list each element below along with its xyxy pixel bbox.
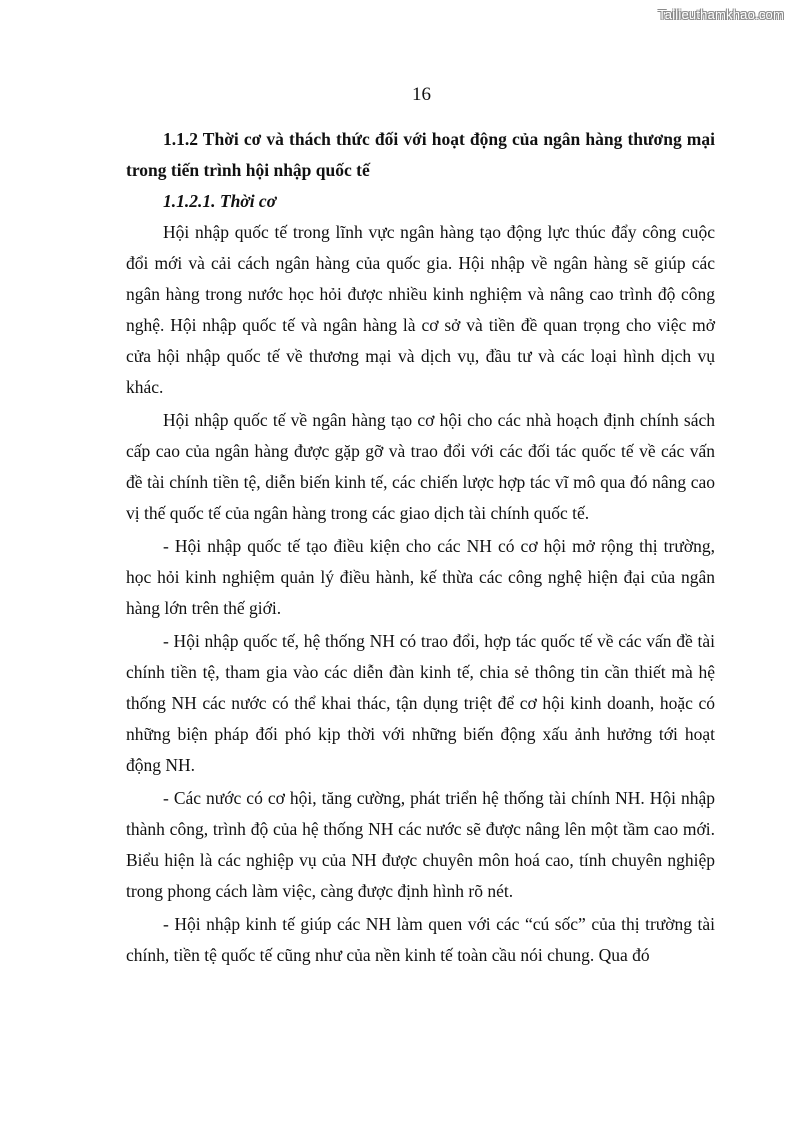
paragraph: - Hội nhập quốc tế, hệ thống NH có trao đổi, hợp tác quốc tế về các vấn đề tài chính tiền tệ, tham gia vào các diễn đàn kinh tế, chia sẻ thông tin cần thiết mà hệ thống NH các nước có thể khai thác, tận dụng triệt để cơ hội kinh doanh, hoặc có những biện pháp đối phó kịp thời với những biến động xấu ảnh hưởng tới hoạt động NH.	[126, 631, 715, 775]
paragraph: - Các nước có cơ hội, tăng cường, phát triển hệ thống tài chính NH. Hội nhập thành công, trình độ của hệ thống NH các nước sẽ được nâng lên một tầm cao mới. Biểu hiện là các nghiệp vụ của NH được chuyên môn hoá cao, tính chuyên nghiệp trong phong cách làm việc, càng được định hình rõ nét.	[126, 788, 715, 901]
paragraph: - Hội nhập quốc tế tạo điều kiện cho các NH có cơ hội mở rộng thị trường, học hỏi kinh nghiệm quản lý điều hành, kế thừa các công nghệ hiện đại của ngân hàng lớn trên thế giới.	[126, 536, 715, 618]
subsection-heading: 1.1.2.1. Thời cơ	[163, 191, 277, 211]
paragraph: Hội nhập quốc tế trong lĩnh vực ngân hàng tạo động lực thúc đẩy công cuộc đổi mới và cải cách ngân hàng của quốc gia. Hội nhập về ngân hàng sẽ giúp các ngân hàng trong nước học hỏi được nhiều kinh nghiệm và nâng cao trình độ công nghệ. Hội nhập quốc tế và ngân hàng là cơ sở và tiền đề quan trọng cho việc mở cửa hội nhập quốc tế về thương mại và dịch vụ, đầu tư và các loại hình dịch vụ khác.	[126, 222, 715, 397]
paragraph: Hội nhập quốc tế về ngân hàng tạo cơ hội cho các nhà hoạch định chính sách cấp cao của ngân hàng được gặp gỡ và trao đổi với các đối tác quốc tế về các vấn đề tài chính tiền tệ, diễn biến kinh tế, các chiến lược hợp tác vĩ mô qua đó nâng cao vị thế quốc tế của ngân hàng trong các giao dịch tài chính quốc tế.	[126, 410, 715, 523]
watermark: Tailieuthamkhao.com	[658, 7, 784, 22]
page-number: 16	[412, 84, 431, 105]
document-body	[126, 124, 715, 973]
section-heading: 1.1.2 Thời cơ và thách thức đối với hoạt động của ngân hàng thương mại trong tiến trình hội nhập quốc tế	[126, 129, 715, 180]
paragraph: - Hội nhập kinh tế giúp các NH làm quen với các “cú sốc” của thị trường tài chính, tiền tệ quốc tế cũng như của nền kinh tế toàn cầu nói chung. Qua đó	[126, 914, 715, 965]
